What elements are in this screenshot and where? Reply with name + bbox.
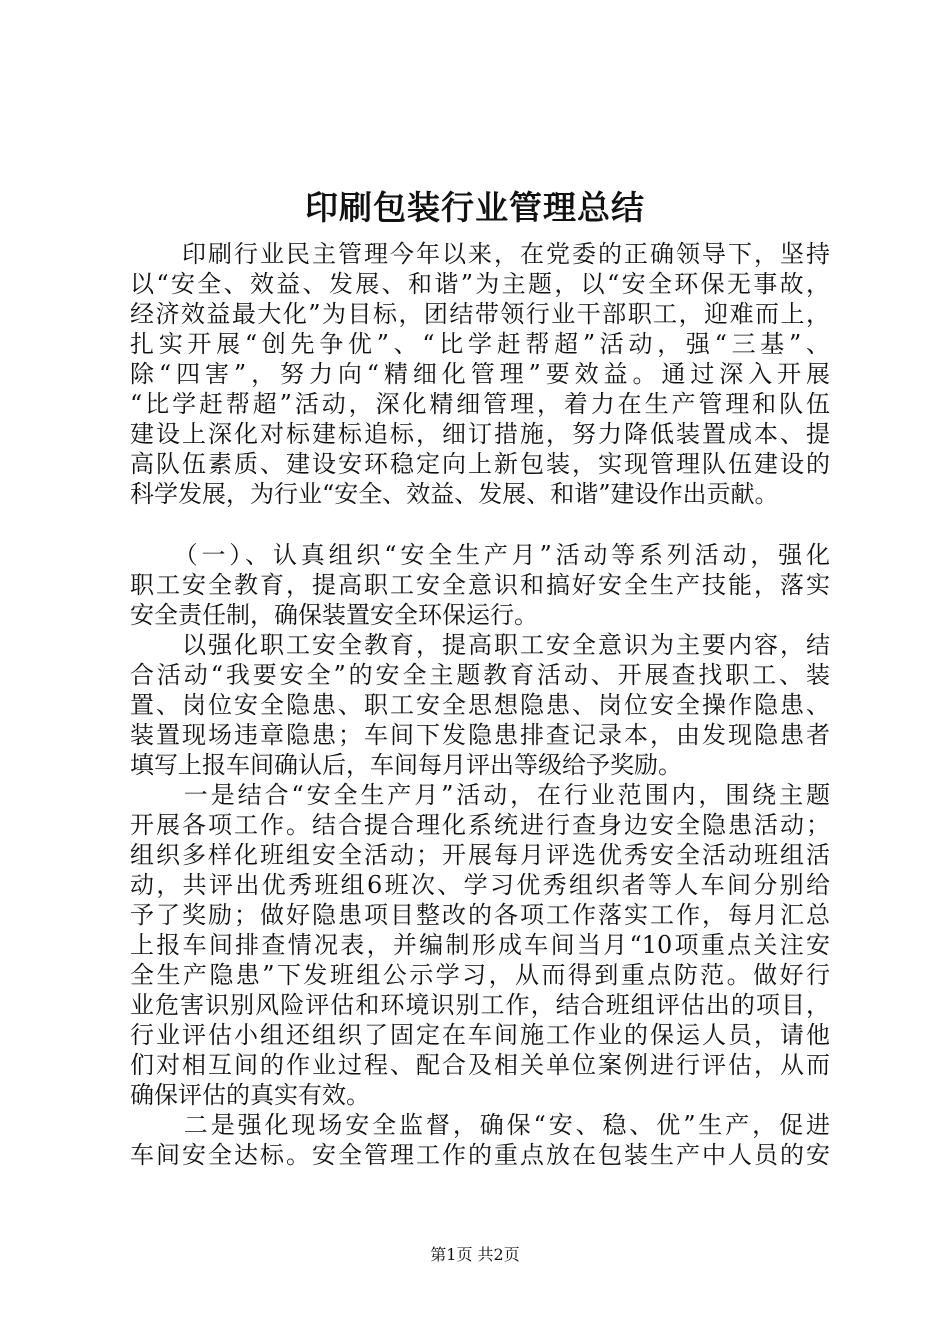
- text-line: 上报车间排查情况表，并编制形成车间当月“10项重点关注安: [130, 931, 830, 959]
- text-line: 建设上深化对标建标追标，细订措施，努力降低装置成本、提: [130, 420, 830, 448]
- document-title: 印刷包装行业管理总结: [305, 188, 645, 227]
- text-line: 以强化职工安全教育，提高职工安全意识为主要内容，结: [130, 631, 830, 659]
- text-line: 以“安全、效益、发展、和谐”为主题，以“安全环保无事故，: [130, 270, 830, 298]
- text-line: 印刷行业民主管理今年以来，在党委的正确领导下，坚持: [130, 240, 830, 268]
- text-line: 开展各项工作。结合提合理化系统进行查身边安全隐患活动；: [130, 811, 830, 839]
- text-line: 职工安全教育，提高职工安全意识和搞好安全生产技能，落实: [130, 571, 830, 599]
- paragraph-gap: [130, 509, 830, 540]
- text-line: 行业评估小组还组织了固定在车间施工作业的保运人员，请他: [130, 1021, 830, 1049]
- document-body: [130, 239, 830, 1170]
- text-line: 全生产隐患”下发班组公示学习，从而得到重点防范。做好行: [130, 961, 830, 989]
- text-line: 合活动“我要安全”的安全主题教育活动、开展查找职工、装: [130, 661, 830, 689]
- text-line: 动，共评出优秀班组6班次、学习优秀组织者等人车间分别给: [130, 871, 830, 899]
- text-line: 置、岗位安全隐患、职工安全思想隐患、岗位安全操作隐患、: [130, 691, 830, 719]
- text-line: 二是强化现场安全监督，确保“安、稳、优”生产，促进: [130, 1111, 830, 1139]
- text-line: 除“四害”，努力向“精细化管理”要效益。通过深入开展: [130, 360, 830, 388]
- text-line: 车间安全达标。安全管理工作的重点放在包装生产中人员的安: [130, 1141, 830, 1169]
- text-line: 扎实开展“创先争优”、“比学赶帮超”活动，强“三基”、: [130, 330, 830, 358]
- text-line: （一）、认真组织“安全生产月”活动等系列活动，强化: [130, 541, 830, 569]
- text-line: 业危害识别风险评估和环境识别工作，结合班组评估出的项目，: [130, 991, 830, 1019]
- text-line: 高队伍素质、建设安环稳定向上新包装，实现管理队伍建设的: [130, 450, 830, 478]
- text-line: 科学发展，为行业“安全、效益、发展、和谐”建设作出贡献。: [130, 480, 779, 508]
- text-line: 组织多样化班组安全活动；开展每月评选优秀安全活动班组活: [130, 841, 830, 869]
- text-line: 经济效益最大化”为目标，团结带领行业干部职工，迎难而上，: [130, 300, 830, 328]
- text-line: 们对相互间的作业过程、配合及相关单位案例进行评估，从而: [130, 1051, 830, 1079]
- text-line: 安全责任制，确保装置安全环保运行。: [130, 601, 538, 629]
- text-line: “比学赶帮超”活动，深化精细管理，着力在生产管理和队伍: [130, 390, 830, 418]
- text-line: 填写上报车间确认后，车间每月评出等级给予奖励。: [130, 751, 682, 779]
- text-line: 一是结合“安全生产月”活动，在行业范围内，围绕主题: [130, 781, 830, 809]
- text-line: 装置现场违章隐患；车间下发隐患排查记录本，由发现隐患者: [130, 721, 830, 749]
- page-footer: 第1页 共2页: [430, 1245, 520, 1264]
- text-line: 予了奖励；做好隐患项目整改的各项工作落实工作，每月汇总: [130, 901, 830, 929]
- text-line: 确保评估的真实有效。: [130, 1081, 370, 1109]
